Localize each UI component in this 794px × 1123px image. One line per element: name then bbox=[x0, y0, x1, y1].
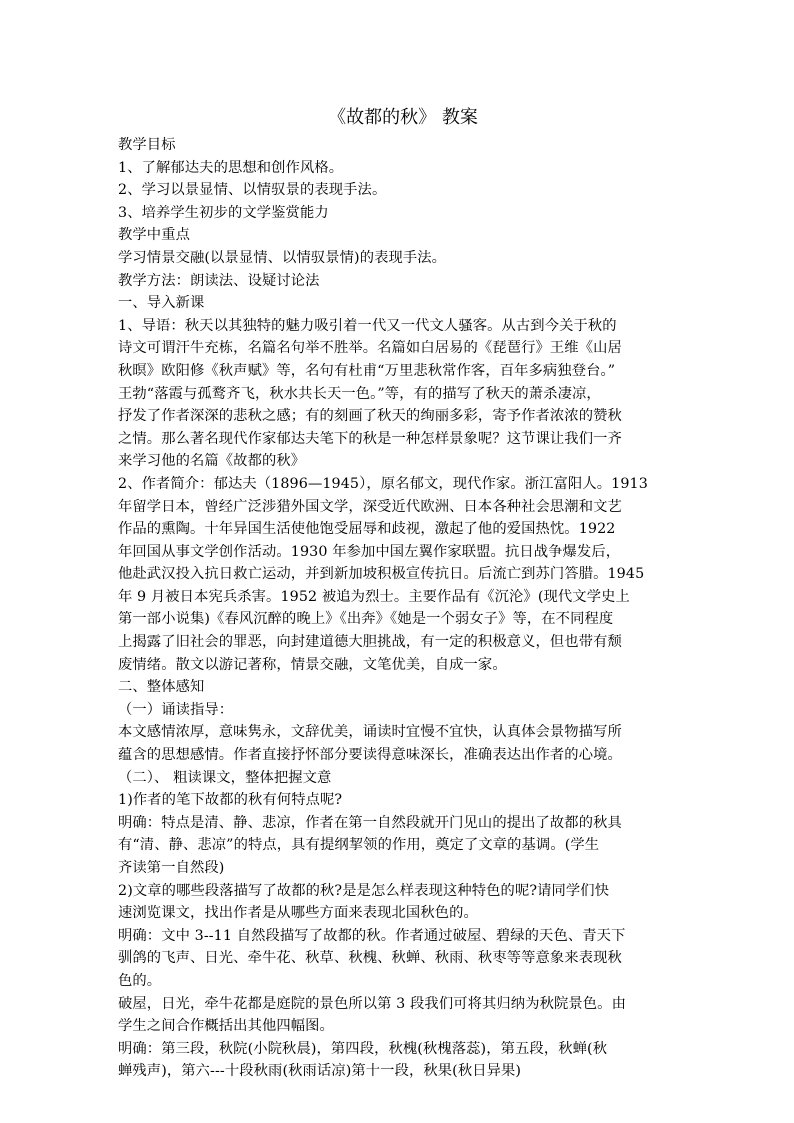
text-line: 年回国从事文学创作活动。1930 年参加中国左翼作家联盟。抗日战争爆发后， bbox=[118, 543, 621, 560]
text-line: 有“清、静、悲凉”的特点，具有提纲挈领的作用，奠定了文章的基调。(学生 bbox=[118, 837, 600, 854]
text-line: 2)文章的哪些段落描写了故都的秋?是是怎么样表现这种特色的呢?请同学们快 bbox=[118, 882, 610, 899]
text-line: 教学目标 bbox=[118, 137, 176, 153]
text-line: （一）诵读指导： bbox=[118, 701, 234, 718]
text-line: 一、导入新课 bbox=[118, 295, 205, 312]
text-line: 明确：文中 3--11 自然段描写了故都的秋。作者通过破屋、碧绿的天色、青天下 bbox=[118, 927, 626, 944]
text-line: 年 9 月被日本宪兵杀害。1952 被追为烈士。主要作品有《沉沦》(现代文学史上 bbox=[118, 588, 630, 605]
text-line: 学习情景交融(以景显情、以情驭景情)的表现手法。 bbox=[118, 249, 447, 266]
text-line: 他赴武汉投入抗日救亡运动，并到新加坡积极宣传抗日。后流亡到苏门答腊。1945 bbox=[118, 566, 645, 583]
text-line: 蕴含的思想感情。作者直接抒怀部分要读得意味深长，准确表达出作者的心境。 bbox=[118, 747, 622, 764]
text-line: 秋暝》欧阳修《秋声赋》等，名句有杜甫“万里悲秋常作客，百年多病独登台。” bbox=[118, 362, 616, 379]
text-line: 废情绪。散文以游记著称，情景交融，文笔优美，自成一家。 bbox=[118, 656, 507, 673]
text-line: 王勃“落霞与孤鹜齐飞，秋水共长天一色。”等，有的描写了秋天的萧杀凄凉， bbox=[118, 385, 601, 402]
text-line: 3、培养学生初步的文学鉴赏能力 bbox=[118, 204, 329, 221]
text-line: 破屋，日光，牵牛花都是庭院的景色所以第 3 段我们可将其归纳为秋院景色。由 bbox=[118, 995, 626, 1012]
text-line: （二）、 粗读课文，整体把握文意 bbox=[118, 769, 332, 786]
text-line: 蝉残声)，第六---十段秋雨(秋雨话凉)第十一段，秋果(秋日异果) bbox=[118, 1063, 522, 1080]
text-line: 2、学习以景显情、以情驭景的表现手法。 bbox=[118, 182, 387, 199]
text-line: 教学方法：朗读法、设疑讨论法 bbox=[118, 272, 320, 289]
text-line: 1、导语：秋天以其独特的魅力吸引着一代又一代文人骚客。从古到今关于秋的 bbox=[118, 317, 617, 334]
text-line: 诗文可谓汗牛充栋，名篇名句举不胜举。名篇如白居易的《琵琶行》王维《山居 bbox=[118, 340, 622, 357]
text-line: 学生之间合作概括出其他四幅图。 bbox=[118, 1018, 334, 1035]
text-line: 本文感情浓厚，意味隽永，文辞优美，诵读时宜慢不宜快，认真体会景物描写所 bbox=[118, 724, 622, 741]
text-line: 明确：第三段，秋院(小院秋晨)，第四段，秋槐(秋槐落蕊)，第五段，秋蝉(秋 bbox=[118, 1040, 608, 1057]
text-line: 之情。那么著名现代作家郁达夫笔下的秋是一种怎样景象呢？这节课让我们一齐 bbox=[118, 430, 622, 447]
text-line: 2、作者简介：郁达夫（1896—1945），原名郁文，现代作家。浙江富阳人。1913 bbox=[118, 475, 648, 492]
text-line: 1、了解郁达夫的思想和创作风格。 bbox=[118, 159, 344, 176]
text-line: 上揭露了旧社会的罪恶，向封建道德大胆挑战，有一定的积极意义，但也带有颓 bbox=[118, 634, 622, 651]
text-line: 速浏览课文，找出作者是从哪些方面来表现北国秋色的。 bbox=[118, 905, 478, 922]
document-title: 《故都的秋》 教案 bbox=[328, 107, 478, 128]
text-line: 年留学日本，曾经广泛涉猎外国文学，深受近代欧洲、日本各种社会思潮和文艺 bbox=[118, 498, 622, 515]
text-line: 来学习他的名篇《故都的秋》 bbox=[118, 453, 306, 470]
text-line: 明确：特点是清、静、悲凉，作者在第一自然段就开门见山的提出了故都的秋具 bbox=[118, 814, 622, 831]
text-line: 抒发了作者深深的悲秋之感；有的刻画了秋天的绚丽多彩，寄予作者浓浓的赞秋 bbox=[118, 408, 622, 425]
document-page bbox=[118, 104, 688, 1083]
text-line: 第一部小说集)《春风沉醉的晚上》《出奔》《她是一个弱女子》等，在不同程度 bbox=[118, 611, 614, 628]
text-line: 教学中重点 bbox=[118, 227, 190, 244]
document-body bbox=[118, 134, 688, 1083]
text-line: 齐读第一自然段) bbox=[118, 860, 225, 876]
text-line: 1)作者的笔下故都的秋有何特点呢? bbox=[118, 792, 343, 809]
text-line: 色的。 bbox=[118, 972, 162, 989]
text-line: 作品的熏陶。十年异国生活使他饱受屈辱和歧视，激起了他的爱国热忱。1922 bbox=[118, 521, 616, 538]
text-line: 驯鸽的飞声、日光、牵牛花、秋草、秋槐、秋蝉、秋雨、秋枣等等意象来表现秋 bbox=[118, 950, 622, 967]
text-line: 二、整体感知 bbox=[118, 679, 205, 696]
